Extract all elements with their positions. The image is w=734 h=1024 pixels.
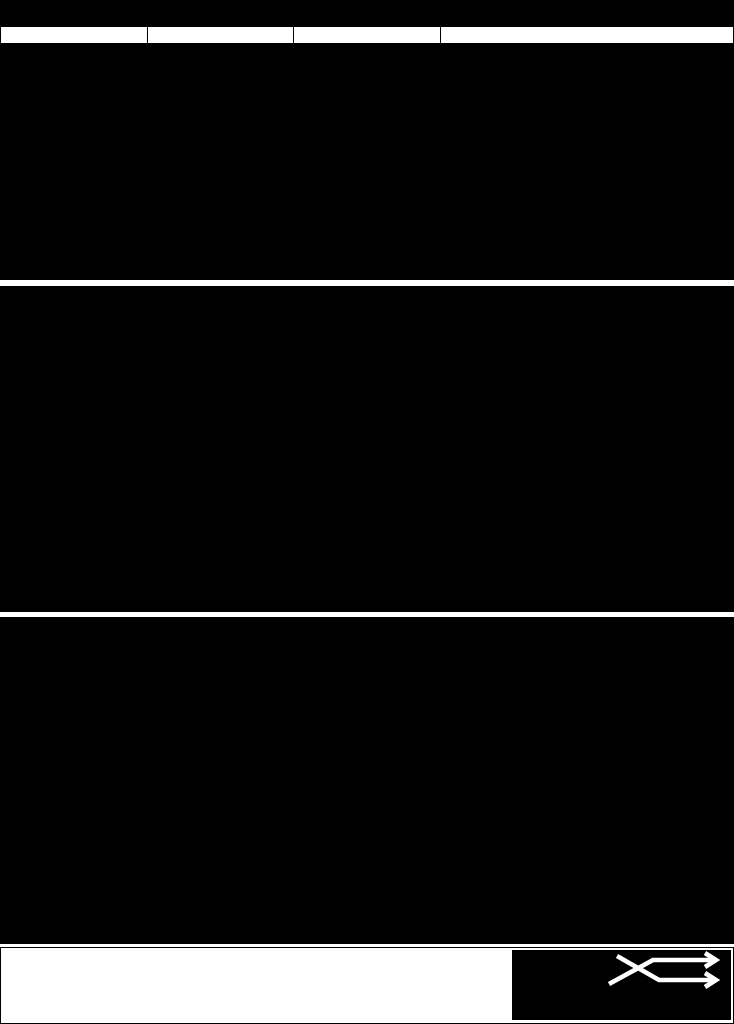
start-time-field[interactable] [148, 27, 294, 43]
gorout-logo [512, 950, 731, 1020]
gorout-logo-graphic [512, 950, 731, 1020]
col-header-dl [661, 44, 733, 64]
col-header-te [368, 44, 440, 64]
col-header-qb [148, 44, 220, 64]
col-header-period [1, 44, 73, 64]
date-field[interactable] [1, 27, 147, 43]
col-header-wr [294, 44, 366, 64]
schedule-table [0, 0, 734, 280]
play-section-defscout-offscout [0, 617, 734, 944]
play-section-7on7-insiderun [0, 286, 734, 613]
emphasis-field[interactable] [441, 27, 733, 43]
page-title [1, 1, 733, 26]
col-header-lb [587, 44, 659, 64]
crossing-routes-icon [609, 953, 716, 987]
col-header-rb [221, 44, 293, 64]
col-header-db [514, 44, 586, 64]
col-header-ol [441, 44, 513, 64]
col-header-time [74, 44, 146, 64]
practice-notes-area[interactable] [0, 947, 734, 1024]
attire-field[interactable] [294, 27, 440, 43]
